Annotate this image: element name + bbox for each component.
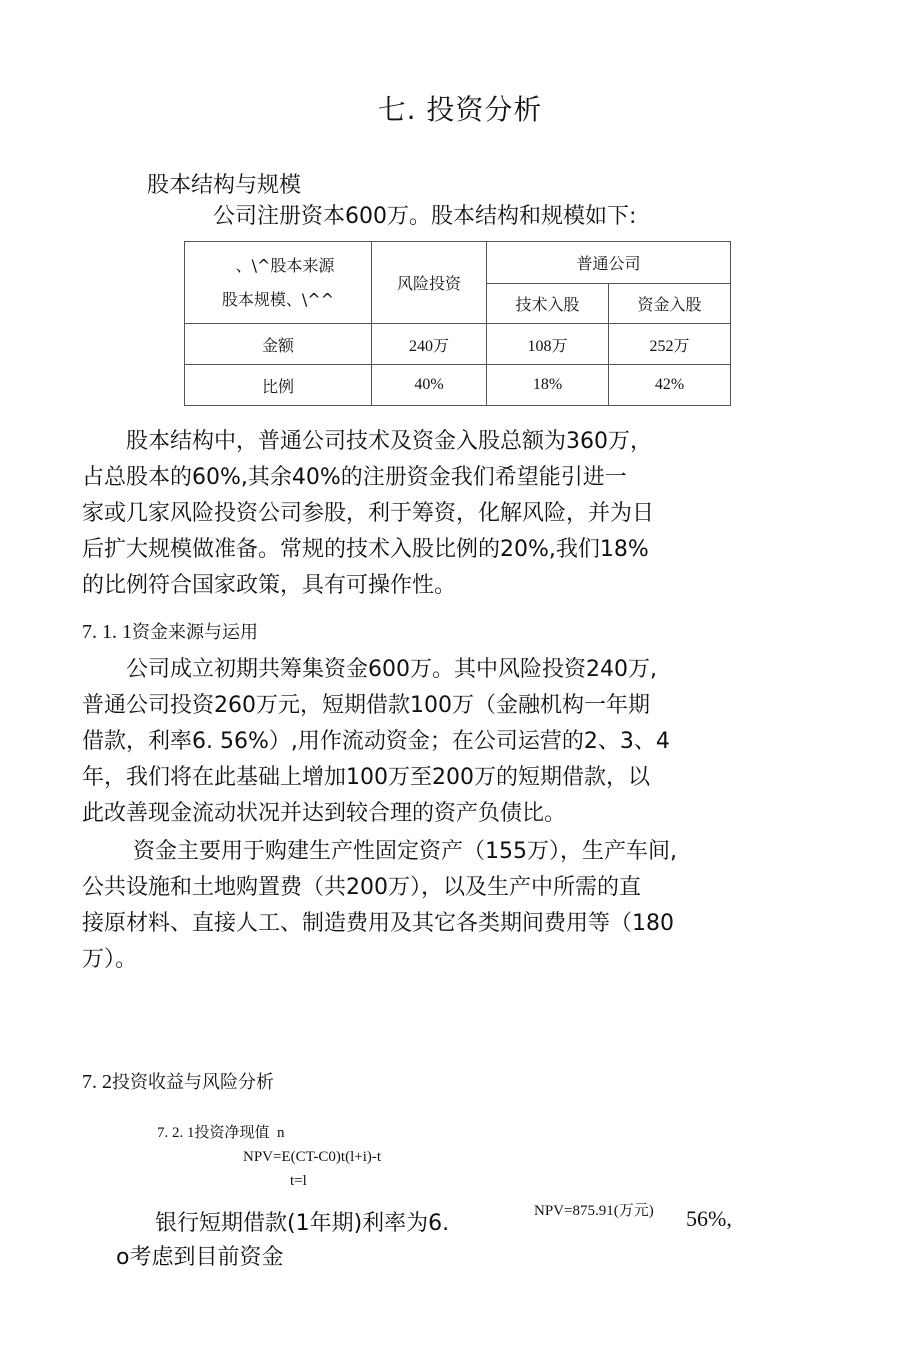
paragraph-line: 年，我们将在此基础上增加100万至200万的短期借款，以 [82,765,650,790]
section-heading: 股本结构与规模 [147,173,302,198]
paragraph-equity [82,424,654,604]
section-number: 7. 2. 1 [157,1125,195,1141]
paragraph-line: 公共设施和土地购置费（共200万），以及生产中所需的直 [82,875,641,900]
header-tech-shares: 技术入股 [487,284,609,324]
paragraph-usage [82,834,677,978]
section-title: 投资净现值 [194,1123,270,1141]
paragraph-line: 此改善现金流动状况并达到较合理的资产负债比。 [82,801,567,826]
cell-cash: 252万 [609,324,731,365]
section-title: 资金来源与运用 [132,622,258,643]
section-7-2-heading [82,1068,274,1094]
corner-scale-label: 股本规模、\^^ [221,289,335,309]
paragraph-line: 普通公司投资260万元，短期借款100万（金融机构一年期 [82,693,650,718]
section-number: 7. 1. 1 [82,621,132,643]
cell-cash: 42% [609,365,731,406]
row-label: 比例 [185,365,372,406]
paragraph-funding [82,652,670,832]
table-corner-header [185,242,372,324]
interest-rate-value: 56%, [686,1206,732,1231]
paragraph-line: 占总股本的60%,其余40%的注册资金我们希望能引进一 [82,465,627,490]
paragraph-line: 家或几家风险投资公司参股，利于筹资，化解风险，并为日 [82,501,655,526]
equity-table [184,241,731,406]
header-cash-shares: 资金入股 [609,284,731,324]
cell-tech: 18% [487,365,609,406]
cell-risk: 240万 [372,324,487,365]
section-title: 投资收益与风险分析 [112,1072,274,1093]
trailing-text: o考虑到目前资金 [116,1245,284,1270]
row-label: 金额 [185,324,372,365]
paragraph-line: 公司成立初期共筹集资金600万。其中风险投资240万, [82,657,657,682]
page-title: 七. 投资分析 [377,93,543,126]
corner-source-label: 、\^股本来源 [235,255,335,275]
section-number: 7. 2 [82,1071,112,1093]
paragraph-line: 的比例符合国家政策，具有可操作性。 [82,573,457,598]
paragraph-line: 后扩大规模做准备。常规的技术入股比例的20%,我们18% [82,537,649,562]
header-risk-investment: 风险投资 [372,242,487,324]
section-7-1-1-heading [82,618,258,644]
paragraph-line: 股本结构中，普通公司技术及资金入股总额为360万， [82,429,652,454]
section-7-2-1-heading [157,1121,285,1142]
interest-rate-text: 银行短期借款(1年期)利率为6. [155,1211,450,1236]
header-ordinary-company: 普通公司 [487,242,731,284]
table-row [185,324,731,365]
sum-upper-limit: n [277,1125,285,1141]
intro-text: 公司注册资本600万。股本结构和规模如下: [213,204,637,229]
paragraph-line: 资金主要用于购建生产性固定资产（155万），生产车间, [82,839,677,864]
npv-formula-subscript: t=l [290,1173,307,1189]
paragraph-line: 接原材料、直接人工、制造费用及其它各类期间费用等（180 [82,911,674,936]
paragraph-line: 万）。 [82,947,138,972]
cell-risk: 40% [372,365,487,406]
paragraph-line: 借款，利率6. 56%）,用作流动资金；在公司运营的2、3、4 [82,729,670,754]
cell-tech: 108万 [487,324,609,365]
npv-result: NPV=875.91(万元) [534,1203,654,1219]
npv-formula: NPV=E(CT-C0)t(l+i)-t [243,1149,382,1165]
table-row [185,365,731,406]
